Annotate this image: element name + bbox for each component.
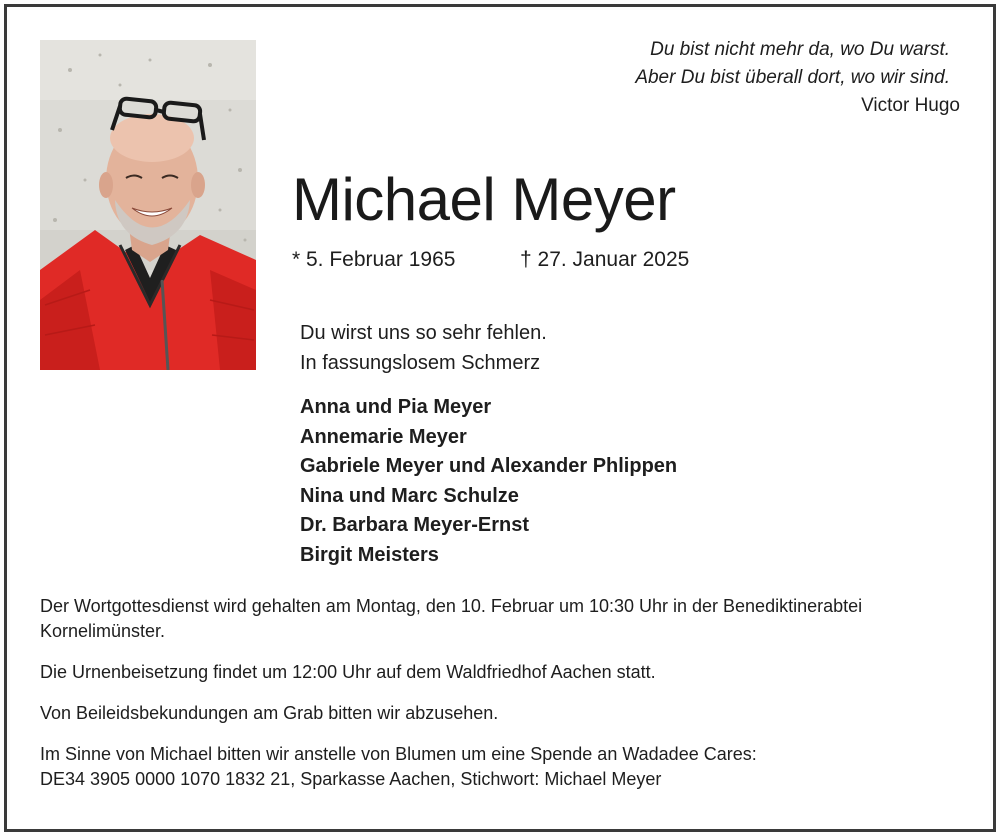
donation-paragraph	[40, 742, 970, 792]
mourner-name: Birgit Meisters	[300, 543, 439, 566]
burial-paragraph: Die Urnenbeisetzung findet um 12:00 Uhr auf dem Waldfriedhof Aachen statt.	[40, 662, 656, 682]
mourner-name: Nina und Marc Schulze	[300, 484, 519, 507]
condolence-paragraph: Von Beileidsbekundungen am Grab bitten wir abzusehen.	[40, 703, 499, 723]
deceased-name: Michael Meyer	[292, 166, 676, 233]
quote-line-2: Aber Du bist überall dort, wo wir sind.	[635, 67, 950, 88]
donation-line-1: Im Sinne von Michael bitten wir anstelle von Blumen um eine Spende an Wadadee Cares:	[40, 744, 757, 764]
message-line-2: In fassungslosem Schmerz	[300, 352, 541, 374]
mourner-name: Dr. Barbara Meyer-Ernst	[300, 514, 529, 537]
portrait-photo	[40, 40, 256, 370]
birth-date: * 5. Februar 1965	[292, 248, 456, 271]
quote-block	[635, 36, 950, 92]
mourner-name: Anna und Pia Meyer	[300, 396, 492, 418]
mourner-name: Annemarie Meyer	[300, 425, 467, 448]
message-line-1: Du wirst uns so sehr fehlen.	[300, 322, 547, 344]
mourning-message	[300, 318, 547, 378]
quote-author: Victor Hugo	[861, 95, 960, 116]
mourner-list	[300, 393, 677, 571]
mourner-name: Gabriele Meyer und Alexander Phlippen	[300, 455, 678, 478]
service-line-1: Der Wortgottesdienst wird gehalten am Montag, den 10. Februar um 10:30 Uhr in der Benediktinerabtei	[40, 596, 863, 616]
service-line-2: Kornelimünster.	[40, 621, 166, 641]
donation-line-2: DE34 3905 0000 1070 1832 21, Sparkasse Aachen, Stichwort: Michael Meyer	[40, 769, 662, 789]
service-paragraph	[40, 594, 970, 644]
ceremony-info	[40, 594, 970, 792]
quote-line-1: Du bist nicht mehr da, wo Du warst.	[650, 39, 950, 60]
death-date: † 27. Januar 2025	[520, 248, 690, 271]
